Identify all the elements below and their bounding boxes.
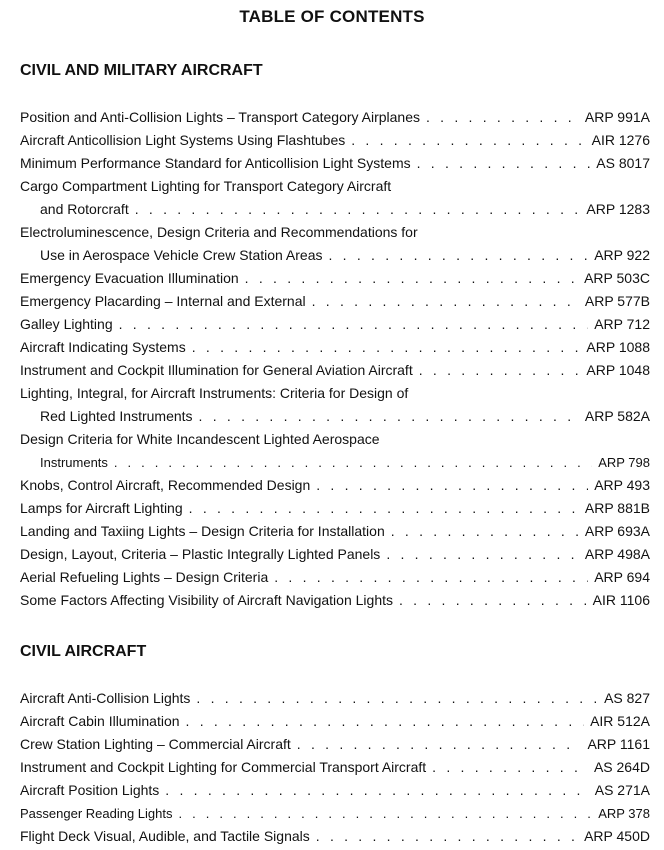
- entry-row: [20, 710, 650, 733]
- entry-row: [20, 756, 650, 779]
- dot-leader: [417, 152, 591, 175]
- toc-entry: [20, 336, 650, 359]
- entry-code: ARP 493: [594, 477, 650, 493]
- entry-list: [20, 106, 650, 612]
- entry-title: Aircraft Indicating Systems: [20, 339, 186, 355]
- entry-title: Aircraft Position Lights: [20, 782, 160, 798]
- entry-title-line1: Cargo Compartment Lighting for Transport Category Aircraft: [20, 178, 392, 194]
- toc-entry: [20, 687, 650, 710]
- toc-entry: [20, 825, 650, 848]
- entry-row: [20, 152, 650, 175]
- entry-code: ARP 582A: [584, 408, 650, 424]
- entry-row: [20, 267, 650, 290]
- entry-title-line1: Electroluminescence, Design Criteria and Recommendations for: [20, 224, 418, 240]
- entry-code: ARP 450D: [584, 828, 650, 844]
- entry-code: ARP 503C: [584, 270, 650, 286]
- entry-title: Red Lighted Instruments: [40, 408, 193, 424]
- entry-row: [20, 474, 650, 497]
- dot-leader: [312, 290, 579, 313]
- toc-entry: [20, 779, 650, 802]
- dot-leader: [245, 267, 578, 290]
- dot-leader: [329, 244, 589, 267]
- entry-row: [20, 802, 650, 825]
- entry-row: [20, 129, 650, 152]
- entry-code: AIR 1106: [592, 592, 650, 608]
- entry-title: Instrument and Cockpit Lighting for Commercial Transport Aircraft: [20, 759, 427, 775]
- section-civil-and-military: [20, 62, 650, 612]
- toc-entry: [20, 520, 650, 543]
- dot-leader: [399, 589, 587, 612]
- entry-code: AS 8017: [596, 155, 650, 171]
- section-heading: CIVIL AND MILITARY AIRCRAFT: [20, 62, 263, 79]
- toc-entry: [20, 543, 650, 566]
- toc-entry: [20, 756, 650, 779]
- toc-entry: [20, 129, 650, 152]
- entry-row: [20, 244, 650, 267]
- toc-entry: [20, 733, 650, 756]
- entry-title: Use in Aerospace Vehicle Crew Station Areas: [40, 247, 323, 263]
- toc-entry: [20, 710, 650, 733]
- entry-code: AIR 512A: [590, 713, 650, 729]
- entry-code: ARP 712: [594, 316, 650, 332]
- dot-leader: [186, 710, 585, 733]
- toc-entry: [20, 175, 650, 221]
- entry-title: Minimum Performance Standard for Anticollision Light Systems: [20, 155, 411, 171]
- entry-code: ARP 1088: [586, 339, 650, 355]
- entry-row: [20, 336, 650, 359]
- entry-row: [20, 106, 650, 129]
- toc-entry: [20, 267, 650, 290]
- entry-code: ARP 498A: [584, 546, 650, 562]
- toc-entry: [20, 497, 650, 520]
- toc-entry: [20, 152, 650, 175]
- entry-title: Crew Station Lighting – Commercial Aircraft: [20, 736, 291, 752]
- dot-leader: [316, 474, 588, 497]
- dot-leader: [316, 825, 578, 848]
- dot-leader: [274, 566, 588, 589]
- entry-code: ARP 1048: [586, 362, 650, 378]
- entry-row: [20, 520, 650, 543]
- entry-title-line1: Design Criteria for White Incandescent Lighted Aerospace: [20, 431, 380, 447]
- dot-leader: [426, 106, 579, 129]
- section-civil: [20, 643, 650, 848]
- dot-leader: [165, 779, 588, 802]
- entry-code: AS 264D: [593, 759, 650, 775]
- entry-code: ARP 991A: [584, 109, 650, 125]
- entry-title: Emergency Placarding – Internal and External: [20, 293, 306, 309]
- entry-title: Instruments: [40, 455, 108, 470]
- toc-entry: [20, 474, 650, 497]
- entry-title-line1: Lighting, Integral, for Aircraft Instruments: Criteria for Design of: [20, 385, 409, 401]
- entry-row: [20, 825, 650, 848]
- dot-leader: [297, 733, 582, 756]
- entry-title: Galley Lighting: [20, 316, 113, 332]
- dot-leader: [135, 198, 581, 221]
- toc-entry: [20, 566, 650, 589]
- entry-row: [20, 687, 650, 710]
- entry-title: Some Factors Affecting Visibility of Aircraft Navigation Lights: [20, 592, 393, 608]
- toc-entry: [20, 359, 650, 382]
- entry-row: [20, 198, 650, 221]
- entry-title: Flight Deck Visual, Audible, and Tactile Signals: [20, 828, 310, 844]
- entry-row: [20, 405, 650, 428]
- toc-entry: [20, 313, 650, 336]
- dot-leader: [196, 687, 598, 710]
- entry-title: and Rotorcraft: [40, 201, 129, 217]
- entry-code: AIR 1276: [591, 132, 650, 148]
- entry-title: Design, Layout, Criteria – Plastic Integrally Lighted Panels: [20, 546, 381, 562]
- entry-code: ARP 577B: [584, 293, 650, 309]
- dot-leader: [351, 129, 585, 152]
- dot-leader: [199, 405, 579, 428]
- entry-title: Aircraft Cabin Illumination: [20, 713, 180, 729]
- dot-leader: [391, 520, 579, 543]
- dot-leader: [119, 313, 589, 336]
- entry-code: ARP 1161: [587, 736, 650, 752]
- entry-row: [20, 359, 650, 382]
- entry-title: Position and Anti-Collision Lights – Transport Category Airplanes: [20, 109, 420, 125]
- entry-row: [20, 451, 650, 474]
- entry-row: [20, 589, 650, 612]
- entry-title: Aircraft Anticollision Light Systems Using Flashtubes: [20, 132, 346, 148]
- toc-entry: [20, 290, 650, 313]
- entry-row: [20, 779, 650, 802]
- entry-code: ARP 881B: [584, 500, 650, 516]
- toc-entry: [20, 382, 650, 428]
- section-heading: CIVIL AIRCRAFT: [20, 643, 147, 660]
- dot-leader: [386, 543, 579, 566]
- entry-code: AS 827: [604, 690, 650, 706]
- entry-code: ARP 378: [598, 806, 650, 821]
- entry-title: Lamps for Aircraft Lighting: [20, 500, 183, 516]
- entry-list: [20, 687, 650, 848]
- entry-code: AS 271A: [594, 782, 650, 798]
- entry-row: [20, 497, 650, 520]
- entry-code: ARP 798: [598, 455, 650, 470]
- page-title: TABLE OF CONTENTS: [239, 7, 425, 26]
- dot-leader: [192, 336, 581, 359]
- toc-entry: [20, 106, 650, 129]
- dot-leader: [179, 802, 593, 825]
- entry-title: Aerial Refueling Lights – Design Criteria: [20, 569, 269, 585]
- entry-title: Instrument and Cockpit Illumination for General Aviation Aircraft: [20, 362, 413, 378]
- entry-row: [20, 313, 650, 336]
- toc-entry: [20, 428, 650, 474]
- entry-title: Aircraft Anti-Collision Lights: [20, 690, 191, 706]
- entry-title: Knobs, Control Aircraft, Recommended Design: [20, 477, 311, 493]
- dot-leader: [419, 359, 581, 382]
- entry-row: [20, 290, 650, 313]
- toc-entry: [20, 221, 650, 267]
- entry-code: ARP 1283: [586, 201, 650, 217]
- entry-title: Landing and Taxiing Lights – Design Criteria for Installation: [20, 523, 385, 539]
- toc-entry: [20, 589, 650, 612]
- dot-leader: [432, 756, 588, 779]
- entry-code: ARP 693A: [584, 523, 650, 539]
- entry-row: [20, 566, 650, 589]
- entry-title: Passenger Reading Lights: [20, 806, 173, 821]
- entry-title: Emergency Evacuation Illumination: [20, 270, 239, 286]
- entry-code: ARP 922: [594, 247, 650, 263]
- entry-code: ARP 694: [594, 569, 650, 585]
- toc-entry: [20, 802, 650, 825]
- entry-row: [20, 543, 650, 566]
- dot-leader: [189, 497, 579, 520]
- entry-row: [20, 733, 650, 756]
- dot-leader: [114, 451, 592, 474]
